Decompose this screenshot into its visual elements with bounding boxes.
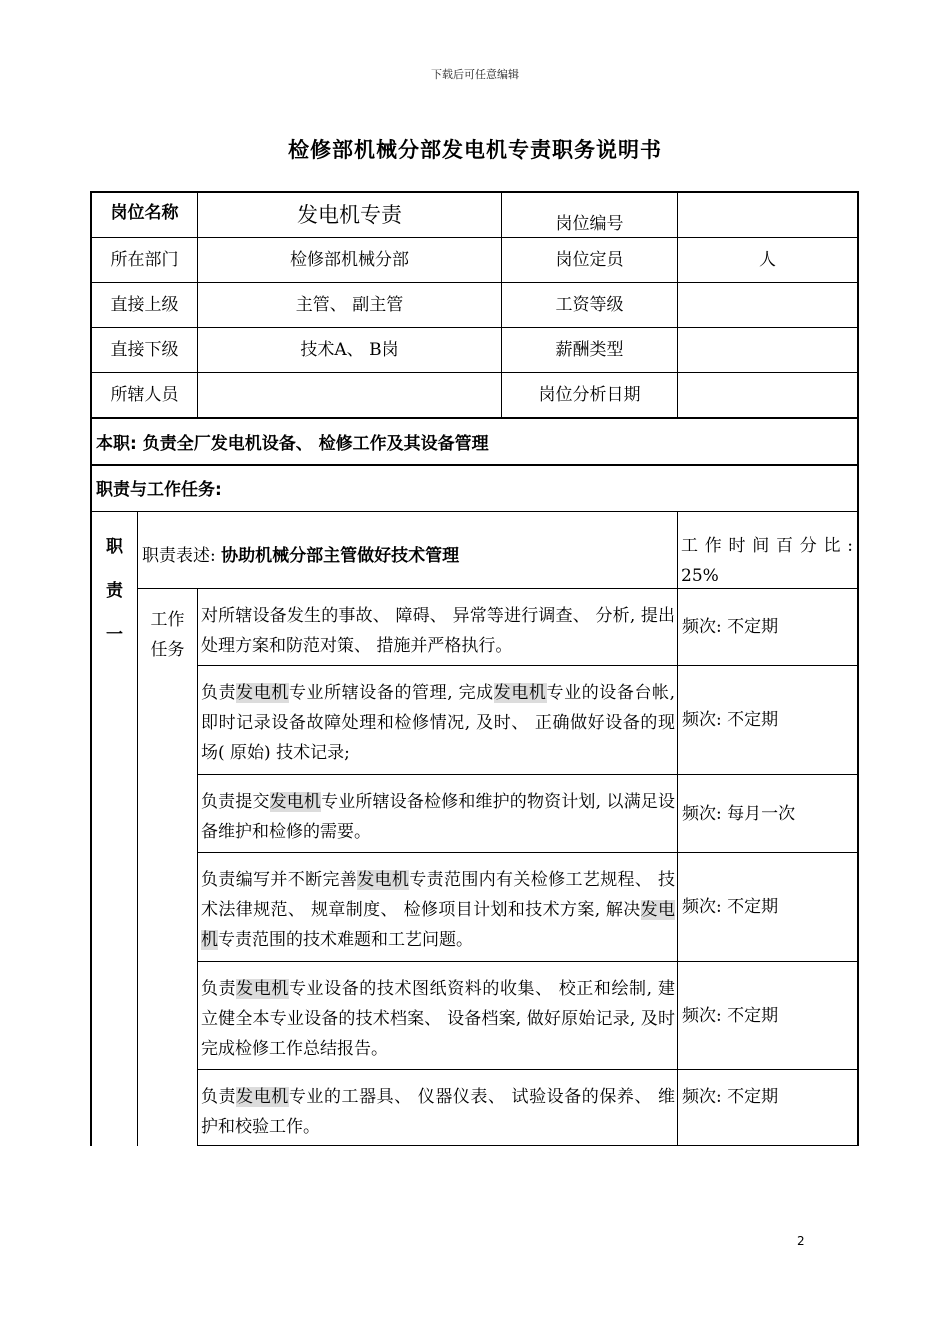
analysis-date-label: 岗位分析日期 bbox=[538, 385, 641, 405]
tasks-label bbox=[138, 605, 197, 665]
task-frequency: 频次: 每月一次 bbox=[682, 803, 796, 824]
post-name-label: 岗位名称 bbox=[110, 203, 179, 223]
task-text-segment: 负责编写并不断完善 bbox=[201, 870, 358, 890]
highlighted-term: 发电机 bbox=[236, 683, 289, 703]
rule bbox=[197, 665, 859, 666]
task-text-segment: 专责范围内有关检修工艺规程、 技术法律规范、 规章制度、 检修项目计划和技术方案, 解决 bbox=[201, 870, 676, 920]
task-frequency: 频次: 不定期 bbox=[682, 617, 779, 637]
subordinate-value: 技术A、 B岗 bbox=[300, 340, 399, 360]
duties-heading: 职责与工作任务: bbox=[96, 479, 222, 500]
salary-type-value bbox=[678, 328, 857, 372]
rule bbox=[197, 1069, 859, 1070]
task-frequency: 频次: 不定期 bbox=[682, 710, 779, 730]
task-text-segment: 专业的工器具、 仪器仪表、 试验设备的保养、 维护和校验工作。 bbox=[201, 1087, 676, 1137]
duty-label-char: 一 bbox=[106, 625, 123, 645]
subordinate-label: 直接下级 bbox=[110, 340, 179, 360]
task-description bbox=[198, 1082, 677, 1142]
task-description bbox=[198, 787, 677, 847]
time-percentage: 工 作 时 间 百 分 比 : 25% bbox=[681, 536, 853, 586]
superior-label: 直接上级 bbox=[110, 295, 179, 315]
job-description-table bbox=[90, 191, 859, 1146]
task-text-segment: 专业的设备台帐, 即时记录设备故障处理和检修情况, 及时、 正确做好设备的现场( 原始) 技术记录; bbox=[201, 683, 676, 763]
tasks-label-line: 任务 bbox=[150, 640, 185, 660]
task-text-segment: 专业所辖设备检修和维护的物资计划, 以满足设备维护和检修的需要。 bbox=[201, 792, 676, 842]
highlighted-term: 发电机 bbox=[357, 870, 410, 890]
task-text-segment: 专责范围的技术难题和工艺问题。 bbox=[218, 930, 473, 950]
analysis-date-value bbox=[678, 373, 857, 417]
rule bbox=[90, 511, 859, 512]
dept-value: 检修部机械分部 bbox=[290, 250, 409, 270]
duty-label-char: 职 bbox=[106, 537, 123, 557]
duty-desc-text: 协助机械分部主管做好技术管理 bbox=[221, 546, 460, 566]
wage-value bbox=[678, 283, 857, 327]
salary-type-label: 薪酬类型 bbox=[555, 340, 624, 360]
task-text-segment: 负责 bbox=[201, 1087, 237, 1107]
duty-label-char: 责 bbox=[106, 581, 123, 601]
superior-value: 主管、 副主管 bbox=[295, 295, 404, 315]
task-text-segment: 专业设备的技术图纸资料的收集、 校正和绘制, 建立健全本专业设备的技术档案、 设备档案, 做好原始记录, 及时完成检修工作总结报告。 bbox=[201, 979, 676, 1059]
dept-label: 所在部门 bbox=[110, 250, 179, 270]
post-no-label: 岗位编号 bbox=[555, 214, 624, 234]
wage-label: 工资等级 bbox=[555, 295, 624, 315]
task-text-segment: 专业所辖设备的管理, 完成 bbox=[288, 683, 494, 703]
post-no-value bbox=[678, 193, 857, 237]
tasks-label-line: 工作 bbox=[150, 610, 185, 630]
page-number: 2 bbox=[797, 1234, 805, 1248]
staff-label: 所辖人员 bbox=[110, 385, 179, 405]
highlighted-term: 发电机 bbox=[269, 792, 322, 812]
staffing-label: 岗位定员 bbox=[555, 250, 624, 270]
task-text-segment: 负责 bbox=[201, 683, 237, 703]
highlighted-term: 发电机 bbox=[201, 900, 675, 950]
task-frequency: 频次: 不定期 bbox=[682, 1005, 779, 1026]
rule bbox=[197, 852, 859, 853]
rule bbox=[677, 511, 678, 1146]
rule bbox=[197, 961, 859, 962]
duty-description bbox=[142, 541, 459, 566]
main-duty: 本职: 负责全厂发电机设备、 检修工作及其设备管理 bbox=[96, 433, 489, 454]
highlighted-term: 发电机 bbox=[236, 979, 289, 999]
task-text-segment: 负责提交 bbox=[201, 792, 270, 812]
staffing-value: 人 bbox=[759, 250, 776, 270]
task-description bbox=[198, 974, 677, 1064]
task-frequency: 频次: 不定期 bbox=[682, 1087, 779, 1107]
rule bbox=[197, 774, 859, 775]
rule bbox=[197, 1145, 859, 1146]
task-frequency: 频次: 不定期 bbox=[682, 897, 779, 917]
staff-value bbox=[198, 373, 501, 417]
task-description bbox=[198, 601, 677, 661]
task-text-segment: 负责 bbox=[201, 979, 237, 999]
highlighted-term: 发电机 bbox=[493, 683, 547, 703]
post-name-value: 发电机专责 bbox=[297, 203, 402, 227]
task-text-segment: 对所辖设备发生的事故、 障碍、 异常等进行调查、 分析, 提出处理方案和防范对策、 措施并严格执行。 bbox=[201, 606, 675, 656]
duty-desc-label: 职责表述: bbox=[142, 546, 222, 566]
document-title: 检修部机械分部发电机专责职务说明书 bbox=[288, 138, 662, 162]
border-right bbox=[857, 191, 859, 1146]
task-description bbox=[198, 865, 677, 955]
highlighted-term: 发电机 bbox=[236, 1087, 289, 1107]
task-description bbox=[198, 678, 677, 768]
header-note: 下载后可任意编辑 bbox=[431, 68, 519, 81]
